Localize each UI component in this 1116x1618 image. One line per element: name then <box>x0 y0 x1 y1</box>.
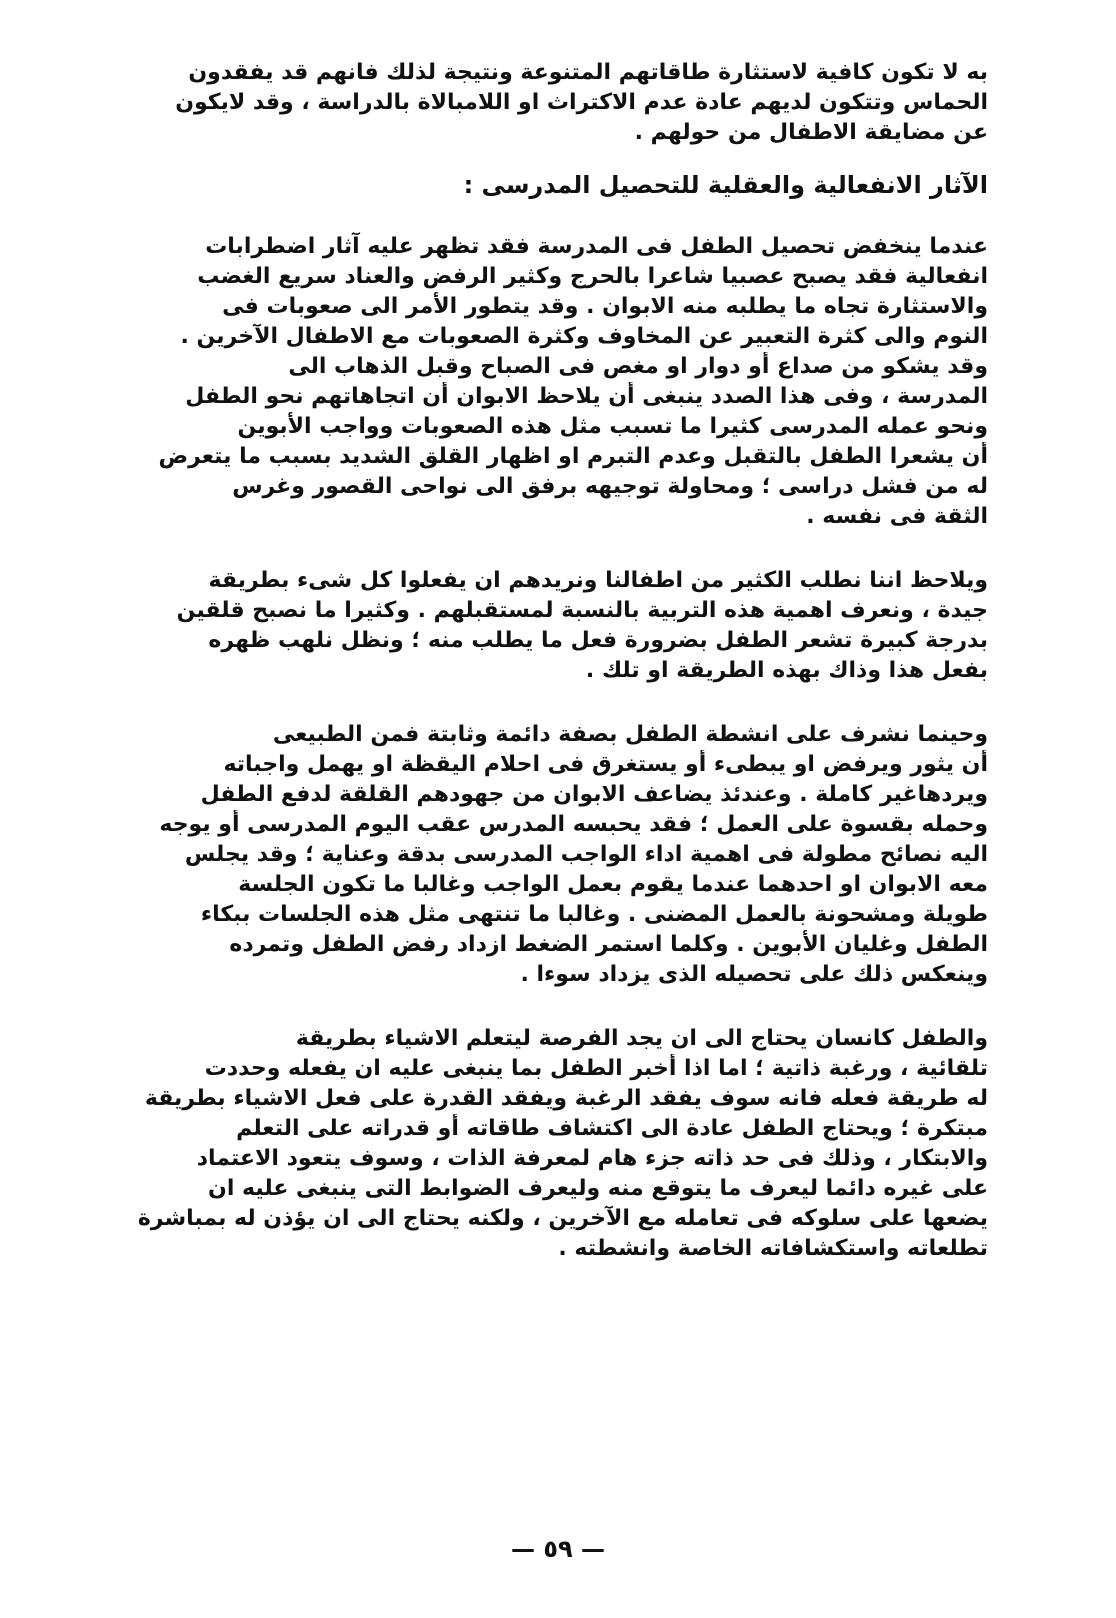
text-line: النوم والى كثرة التعبير عن المخاوف وكثرة الصعوبات مع الاطفال الآخرين . <box>180 324 988 349</box>
text-line: جيدة ، ونعرف اهمية هذه التربية بالنسبة لمستقبلهم . وكثيرا ما نصبح قلقين <box>176 598 988 623</box>
text-line: عندما ينخفض تحصيل الطفل فى المدرسة فقد تظهر عليه آثار اضطرابات <box>205 234 988 259</box>
text-line: عن مضايقة الاطفال من حولهم . <box>634 120 988 145</box>
text-line: وينعكس ذلك على تحصيله الذى يزداد سوءا . <box>520 962 988 987</box>
text-line: له طريقة فعله فانه سوف يفقد الرغبة ويفقد القدرة على فعل الاشياء بطريقة <box>144 1086 988 1111</box>
text-line: تلقائية ، ورغبة ذاتية ؛ اما اذا أخبر الطفل بما ينبغى عليه ان يفعله وحددت <box>204 1056 988 1081</box>
text-line: والابتكار ، وذلك فى حد ذاته جزء هام لمعرفة الذات ، وسوف يتعود الاعتماد <box>196 1146 988 1171</box>
paragraph <box>130 720 988 990</box>
text-line: انفعالية فقد يصبح عصبيا شاعرا بالحرج وكثير الرفض والعناد سريع الغضب <box>197 264 988 289</box>
text-line: يضعها على سلوكه فى تعامله مع الآخرين ، ولكنه يحتاج الى ان يؤذن له بمباشرة <box>137 1206 988 1231</box>
text-line: ونحو عمله المدرسى كثيرا ما تسبب مثل هذه الصعوبات وواجب الأبوين <box>237 414 988 439</box>
text-line: ويلاحظ اننا نطلب الكثير من اطفالنا ونريدهم ان يفعلوا كل شىء بطريقة <box>208 568 988 593</box>
text-line: ويردهاغير كاملة . وعندئذ يضاعف الابوان من جهودهم القلقة لدفع الطفل <box>200 782 988 807</box>
text-line: له من فشل دراسى ؛ ومحاولة توجيهه برفق الى نواحى القصور وغرس <box>232 474 988 499</box>
page-number: — ٥٩ — <box>510 1535 605 1563</box>
text-line: تطلعاته واستكشافاته الخاصة وانشطته . <box>558 1236 988 1261</box>
text-line: الطفل وغليان الأبوين . وكلما استمر الضغط ازداد رفض الطفل وتمرده <box>229 932 988 957</box>
text-line: الثقة فى نفسه . <box>806 504 988 529</box>
text-line: به لا تكون كافية لاستثارة طاقاتهم المتنوعة ونتيجة لذلك فانهم قد يفقدون <box>188 60 988 85</box>
text-line: طويلة ومشحونة بالعمل المضنى . وغالبا ما تنتهى مثل هذه الجلسات ببكاء <box>200 902 988 927</box>
paragraph <box>130 232 988 532</box>
text-line: مبتكرة ؛ ويحتاج الطفل عادة الى اكتشاف طاقاته أو قدراته على التعلم <box>236 1116 988 1141</box>
text-line: وقد يشكو من صداع أو دوار او مغص فى الصباح وقبل الذهاب الى <box>288 354 988 379</box>
text-line: بفعل هذا وذاك بهذه الطريقة او تلك . <box>585 658 988 683</box>
text-line: معه الابوان او احدهما عندما يقوم بعمل الواجب وغالبا ما تكون الجلسة <box>238 872 988 897</box>
section-heading: الآثار الانفعالية والعقلية للتحصيل المدرسى : <box>463 171 988 199</box>
paragraph-continuation <box>130 58 988 148</box>
text-line: وحمله بقسوة على العمل ؛ فقد يحبسه المدرس عقب اليوم المدرسى أو يوجه <box>159 812 988 837</box>
text-line: أن يثور ويرفض او يبطىء أو يستغرق فى احلام اليقظة او يهمل واجباته <box>223 752 988 777</box>
text-line: بدرجة كبيرة تشعر الطفل بضرورة فعل ما يطلب منه ؛ ونظل نلهب ظهره <box>208 628 988 653</box>
text-line: والاستثارة تجاه ما يطلبه منه الابوان . وقد يتطور الأمر الى صعوبات فى <box>222 294 988 319</box>
text-line: اليه نصائح مطولة فى اهمية اداء الواجب المدرسى بدقة وعناية ؛ وقد يجلس <box>184 842 988 867</box>
text-line: المدرسة ، وفى هذا الصدد ينبغى أن يلاحظ الابوان أن اتجاهاتهم نحو الطفل <box>185 384 988 409</box>
text-line: الحماس وتتكون لديهم عادة عدم الاكتراث او اللامبالاة بالدراسة ، وقد لايكون <box>175 90 988 115</box>
document-page <box>130 58 988 1598</box>
text-line: وحينما نشرف على انشطة الطفل بصفة دائمة وثابتة فمن الطبيعى <box>272 722 988 747</box>
text-line: والطفل كانسان يحتاج الى ان يجد الفرصة ليتعلم الاشياء بطريقة <box>295 1026 988 1051</box>
text-line: أن يشعرا الطفل بالتقبل وعدم التبرم او اظهار القلق الشديد بسبب ما يتعرض <box>158 444 988 469</box>
paragraph <box>130 566 988 686</box>
paragraph <box>130 1024 988 1264</box>
text-line: على غيره دائما ليعرف ما يتوقع منه وليعرف الضوابط التى ينبغى عليه ان <box>208 1176 988 1201</box>
